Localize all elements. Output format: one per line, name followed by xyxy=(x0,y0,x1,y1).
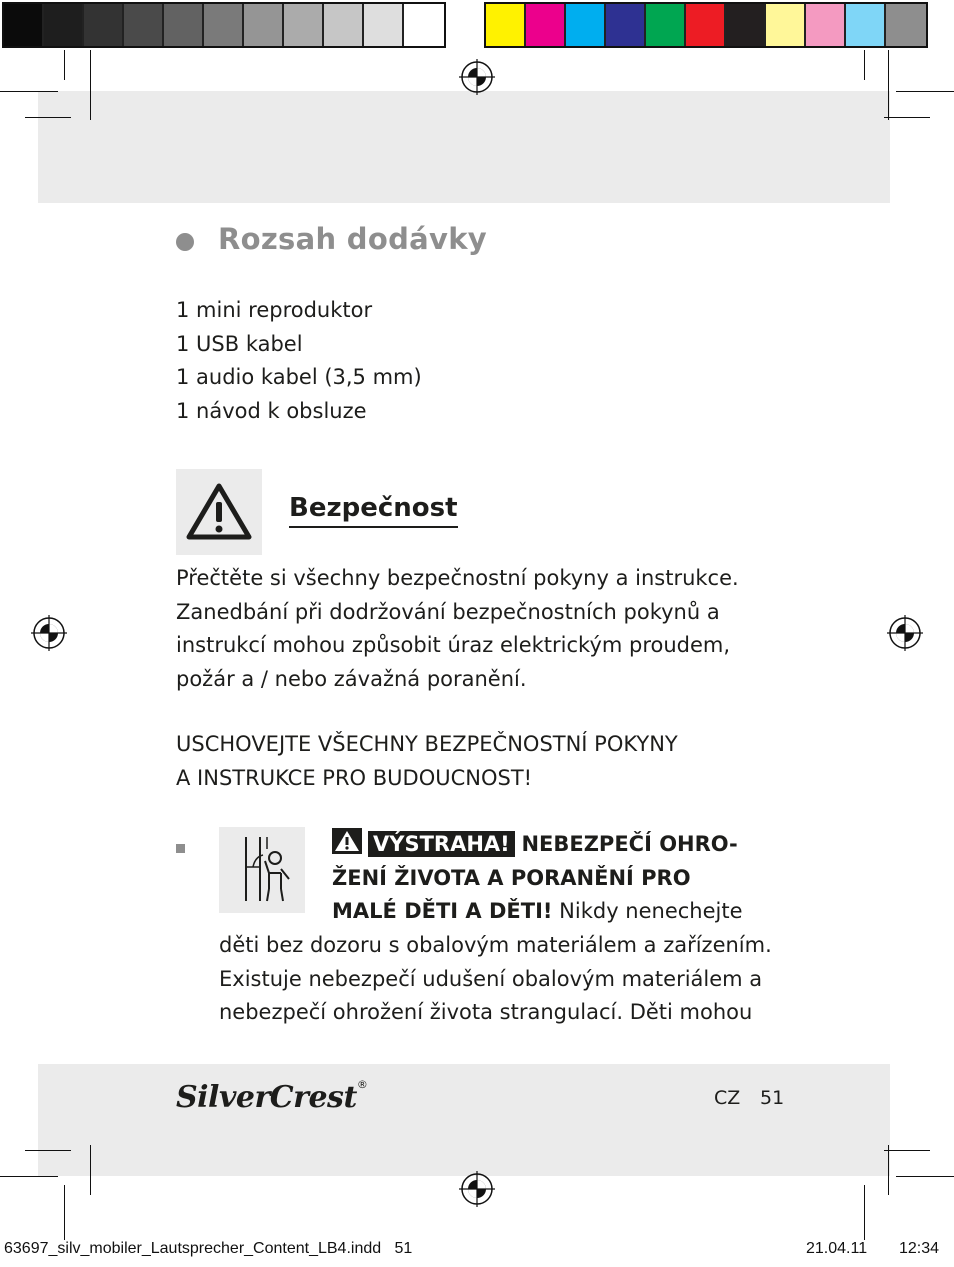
paragraph-line: A INSTRUKCE PRO BUDOUCNOST! xyxy=(176,765,533,790)
color-swatch xyxy=(124,4,164,46)
delivery-list xyxy=(176,294,422,428)
section-title-safety: Bezpečnost xyxy=(289,492,458,528)
print-slug-file: 63697_silv_mobiler_Lautsprecher_Content_LB4.indd 51 xyxy=(4,1240,413,1257)
header-band xyxy=(38,91,890,203)
crop-mark xyxy=(884,117,930,118)
language-code: CZ xyxy=(714,1087,741,1109)
color-swatch xyxy=(566,4,606,46)
brand-logo xyxy=(176,1078,368,1118)
crop-mark xyxy=(0,1176,58,1177)
paragraph-line: požár a / nebo závažná poranění. xyxy=(176,666,527,691)
registration-mark-icon xyxy=(887,615,923,651)
list-item: 1 návod k obsluze xyxy=(176,398,367,423)
color-swatch xyxy=(84,4,124,46)
color-swatch xyxy=(284,4,324,46)
registered-mark: ® xyxy=(356,1078,368,1091)
crop-mark xyxy=(25,1150,71,1151)
paragraph-line: nebezpečí ohrožení života strangulací. Děti mohou xyxy=(219,1000,753,1024)
paragraph-line: děti bez dozoru s obalovým materiálem a zařízením. xyxy=(219,933,772,957)
crop-mark xyxy=(64,1185,65,1240)
crop-mark xyxy=(888,1145,889,1195)
crop-mark xyxy=(864,1185,865,1240)
color-swatch xyxy=(886,4,926,46)
warning-icon-box xyxy=(176,469,262,555)
list-item: 1 mini reproduktor xyxy=(176,298,373,322)
brand-name: SilverCrest xyxy=(176,1080,357,1115)
paragraph-line: Existuje nebezpečí udušení obalovým materiálem a xyxy=(219,966,763,991)
safety-keep-notice xyxy=(176,728,678,795)
color-swatch xyxy=(526,4,566,46)
print-slug-time: 12:34 xyxy=(899,1240,940,1257)
paragraph-line: Zanedbání při dodržování bezpečnostních pokynů a xyxy=(176,599,720,624)
color-swatch xyxy=(726,4,766,46)
child-warning-pictogram xyxy=(219,827,305,913)
section-bullet-icon xyxy=(176,233,194,251)
crop-mark xyxy=(90,1145,91,1195)
color-swatch xyxy=(766,4,806,46)
color-swatch xyxy=(4,4,44,46)
registration-mark-icon xyxy=(459,1171,495,1207)
safety-intro xyxy=(176,562,739,696)
color-swatch xyxy=(164,4,204,46)
color-swatch xyxy=(846,4,886,46)
child-with-cord-icon xyxy=(219,827,305,913)
warning-line xyxy=(332,828,792,862)
color-swatch xyxy=(364,4,404,46)
list-item: 1 audio kabel (3,5 mm) xyxy=(176,365,422,389)
color-swatch xyxy=(606,4,646,46)
color-swatch xyxy=(486,4,526,46)
crop-mark xyxy=(896,1176,954,1177)
crop-mark xyxy=(884,1150,930,1151)
warning-heading: NEBEZPEČÍ OHRO- xyxy=(521,832,738,856)
warning-heading: MALÉ DĚTI A DĚTI! xyxy=(332,899,553,923)
section-title-delivery: Rozsah dodávky xyxy=(218,222,488,256)
list-item: 1 USB kabel xyxy=(176,331,303,356)
paragraph-line: instrukcí mohou způsobit úraz elektrickým proudem, xyxy=(176,633,731,657)
warning-triangle-small-icon xyxy=(332,828,362,854)
warning-text: Nikdy nenechejte xyxy=(552,899,743,923)
color-calibration-bar xyxy=(484,2,928,48)
crop-mark xyxy=(888,50,889,120)
color-swatch xyxy=(806,4,846,46)
warning-heading: ŽENÍ ŽIVOTA A PORANĚNÍ PRO xyxy=(332,865,691,890)
footer-band xyxy=(38,1064,890,1176)
warning-line xyxy=(332,895,792,929)
color-swatch xyxy=(324,4,364,46)
color-swatch xyxy=(44,4,84,46)
crop-mark xyxy=(0,91,58,92)
paragraph-line: Přečtěte si všechny bezpečnostní pokyny a instrukce. xyxy=(176,566,739,590)
color-swatch xyxy=(244,4,284,46)
color-swatch xyxy=(204,4,244,46)
grayscale-calibration-bar xyxy=(2,2,446,48)
crop-mark xyxy=(64,50,65,80)
print-slug-date: 21.04.11 xyxy=(806,1240,868,1257)
crop-mark xyxy=(896,91,954,92)
warning-badge: VÝSTRAHA! xyxy=(368,831,515,857)
warning-triangle-icon xyxy=(176,469,262,555)
paragraph-line: USCHOVEJTE VŠECHNY BEZPEČNOSTNÍ POKYNY xyxy=(176,732,678,756)
child-warning-text-body xyxy=(219,929,772,1030)
registration-mark-icon xyxy=(31,615,67,651)
crop-mark xyxy=(864,50,865,80)
color-swatch xyxy=(686,4,726,46)
color-swatch xyxy=(646,4,686,46)
page-number: 51 xyxy=(760,1087,785,1109)
color-swatch xyxy=(404,4,444,46)
crop-mark xyxy=(25,117,71,118)
child-warning-text-head xyxy=(332,828,792,929)
registration-mark-icon xyxy=(459,59,495,95)
crop-mark xyxy=(90,50,91,120)
list-bullet-icon xyxy=(176,844,185,853)
